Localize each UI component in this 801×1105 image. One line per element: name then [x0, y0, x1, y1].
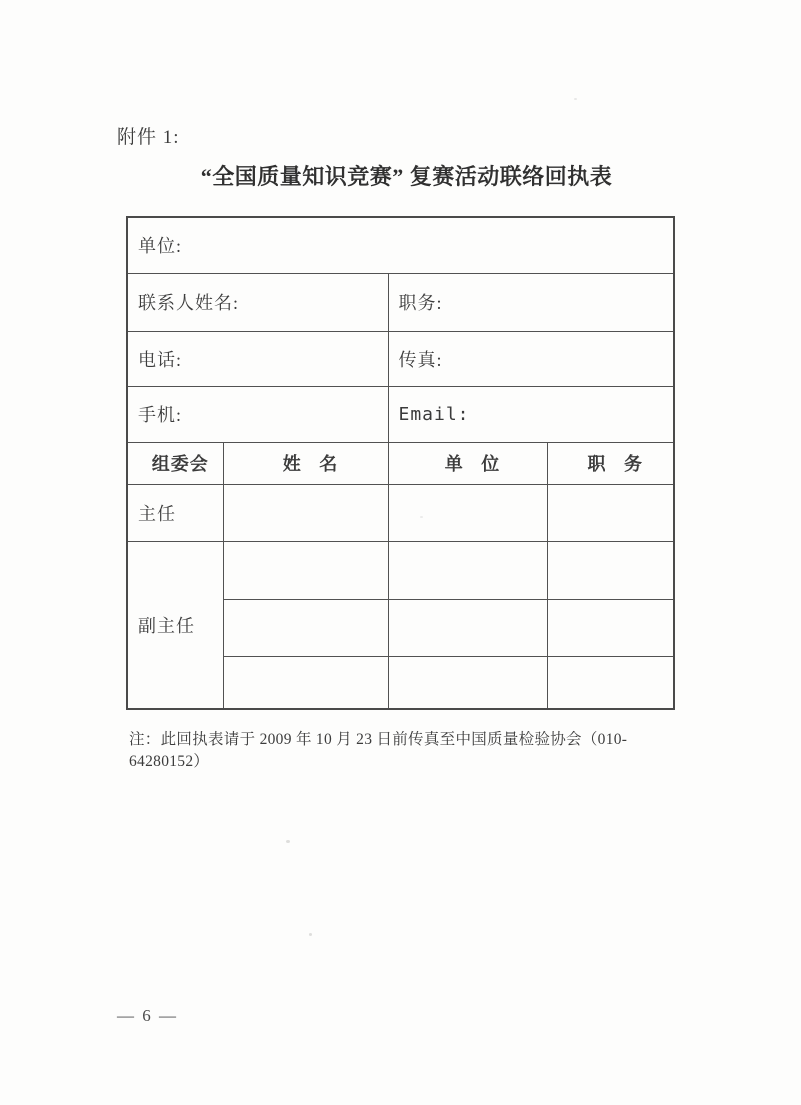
- table-row-unit: [127, 217, 674, 273]
- table-row-contact: [127, 273, 674, 331]
- phone-field-label: 电话:: [127, 331, 388, 386]
- deputy-unit-cell-3: [388, 656, 547, 709]
- deputy-director-row-1: [127, 541, 674, 599]
- director-unit-cell: [388, 484, 547, 541]
- reply-form-table: [126, 216, 675, 710]
- scan-speck: [286, 840, 290, 843]
- scan-speck: [574, 98, 577, 100]
- deputy-position-cell-2: [547, 599, 674, 656]
- director-label: 主任: [127, 484, 223, 541]
- scan-speck: [309, 933, 312, 936]
- deputy-position-cell-1: [547, 541, 674, 599]
- header-name: 姓 名: [223, 442, 388, 484]
- director-name-cell: [223, 484, 388, 541]
- scan-speck: [420, 516, 423, 518]
- contact-name-field-label: 联系人姓名:: [127, 273, 388, 331]
- deputy-unit-cell-2: [388, 599, 547, 656]
- fax-note: 注：此回执表请于 2009 年 10 月 23 日前传真至中国质量检验协会（010-64280152）: [129, 731, 628, 770]
- header-position: 职 务: [547, 442, 674, 484]
- director-position-cell: [547, 484, 674, 541]
- deputy-name-cell-3: [223, 656, 388, 709]
- attachment-label: 附件 1:: [117, 127, 180, 148]
- fax-field-label: 传真:: [388, 331, 674, 386]
- table-row-phone: [127, 331, 674, 386]
- deputy-director-label: 副主任: [127, 541, 223, 709]
- deputy-unit-cell-1: [388, 541, 547, 599]
- header-unit: 单 位: [388, 442, 547, 484]
- deputy-position-cell-3: [547, 656, 674, 709]
- deputy-name-cell-2: [223, 599, 388, 656]
- director-row: [127, 484, 674, 541]
- position-field-label: 职务:: [388, 273, 674, 331]
- unit-field-label: 单位:: [127, 217, 674, 273]
- table-row-mobile: [127, 386, 674, 442]
- mobile-field-label: 手机:: [127, 386, 388, 442]
- email-field-label: Email:: [388, 386, 674, 442]
- page-number: — 6 —: [117, 1006, 178, 1025]
- page-title: “全国质量知识竞赛” 复赛活动联络回执表: [200, 164, 613, 189]
- committee-header-row: [127, 442, 674, 484]
- deputy-name-cell-1: [223, 541, 388, 599]
- header-committee: 组委会: [127, 442, 223, 484]
